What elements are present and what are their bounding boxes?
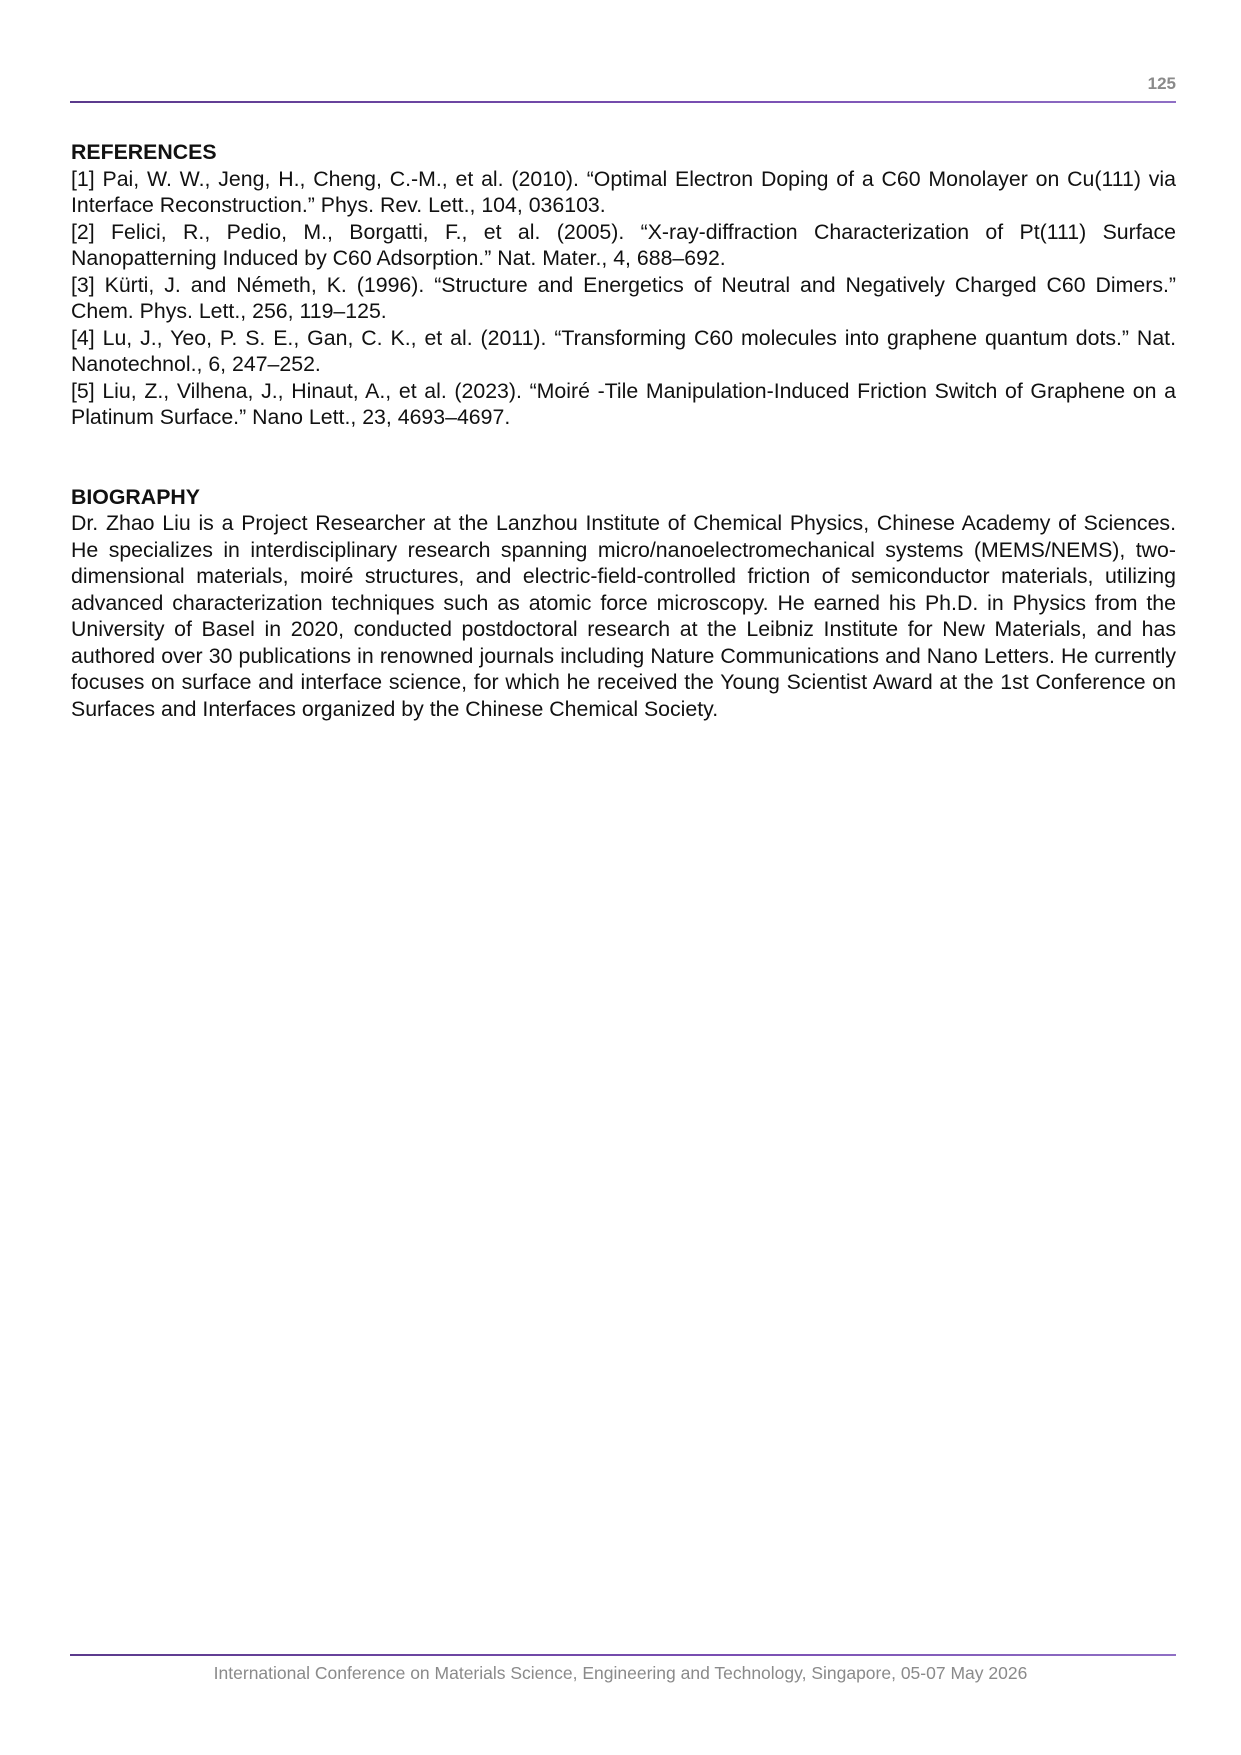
reference-item: [2] Felici, R., Pedio, M., Borgatti, F., et al. (2005). “X-ray-diffraction Characterization of Pt(111) Surface Nanopatterning Induced by C60 Adsorption.” Nat. Mater., 4, 688–692. <box>71 219 1176 270</box>
page-content <box>71 139 1176 722</box>
footer-divider <box>70 1654 1176 1656</box>
biography-heading: BIOGRAPHY <box>71 484 200 509</box>
page-number: 125 <box>1147 74 1176 93</box>
biography-text: Dr. Zhao Liu is a Project Researcher at the Lanzhou Institute of Chemical Physics, Chinese Academy of Sciences. He specializes in interdisciplinary research spanning micro/nanoelectromechanical systems (MEMS/NEMS), two-dimensional materials, moiré structures, and electric-field-controlled friction of semiconductor materials, utilizing advanced characterization techniques such as atomic force microscopy. He earned his Ph.D. in Physics from the University of Basel in 2020, conducted postdoctoral research at the Leibniz Institute for New Materials, and has authored over 30 publications in renowned journals including Nature Communications and Nano Letters. He currently focuses on surface and interface science, for which he received the Young Scientist Award at the 1st Conference on Surfaces and Interfaces organized by the Chinese Chemical Society. <box>71 511 1176 721</box>
section-spacer <box>71 431 1176 484</box>
reference-item: [4] Lu, J., Yeo, P. S. E., Gan, C. K., et al. (2011). “Transforming C60 molecules into graphene quantum dots.” Nat. Nanotechnol., 6, 247–252. <box>71 325 1176 376</box>
reference-item: [3] Kürti, J. and Németh, K. (1996). “Structure and Energetics of Neutral and Negatively Charged C60 Dimers.” Chem. Phys. Lett., 256, 119–125. <box>71 272 1176 323</box>
footer-text: International Conference on Materials Science, Engineering and Technology, Singapore, 05-07 May 2026 <box>213 1663 1028 1683</box>
references-list <box>71 166 1176 431</box>
header-divider <box>70 101 1176 103</box>
reference-item: [5] Liu, Z., Vilhena, J., Hinaut, A., et al. (2023). “Moiré -Tile Manipulation-Induced Friction Switch of Graphene on a Platinum Surface.” Nano Lett., 23, 4693–4697. <box>71 378 1176 429</box>
references-heading: REFERENCES <box>71 140 217 164</box>
reference-item: [1] Pai, W. W., Jeng, H., Cheng, C.-M., et al. (2010). “Optimal Electron Doping of a C60 Monolayer on Cu(111) via Interface Reconstruction.” Phys. Rev. Lett., 104, 036103. <box>71 166 1176 217</box>
